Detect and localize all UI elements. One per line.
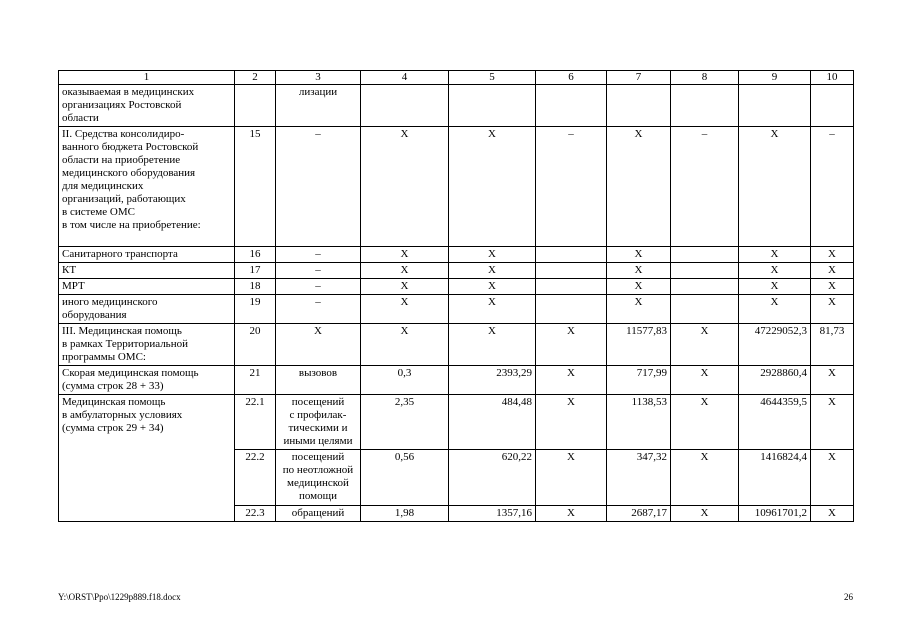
- table-cell: 347,32: [607, 450, 671, 506]
- table-cell: лизации: [276, 85, 361, 127]
- table-cell: Х: [811, 295, 854, 324]
- table-row: [59, 127, 854, 247]
- table-cell: 2687,17: [607, 506, 671, 522]
- table-cell: 620,22: [449, 450, 536, 506]
- table-cell: Х: [449, 295, 536, 324]
- budget-table: [58, 70, 854, 522]
- table-cell: Х: [536, 506, 607, 522]
- table-cell: обращений: [276, 506, 361, 522]
- table-cell: вызовов: [276, 366, 361, 395]
- table-cell: Х: [449, 324, 536, 366]
- table-cell: 717,99: [607, 366, 671, 395]
- table-cell: 16: [235, 247, 276, 263]
- table-row: [59, 366, 854, 395]
- table-cell: 2,35: [361, 395, 449, 450]
- table-cell: 1,98: [361, 506, 449, 522]
- table-cell: 18: [235, 279, 276, 295]
- table-cell: –: [671, 127, 739, 247]
- header-cell: 7: [607, 71, 671, 85]
- table-cell: Х: [536, 324, 607, 366]
- table-cell: 20: [235, 324, 276, 366]
- table-cell: [671, 295, 739, 324]
- table-cell: Х: [671, 395, 739, 450]
- table-cell: [361, 85, 449, 127]
- table-cell: 10961701,2: [739, 506, 811, 522]
- table-cell: Х: [739, 279, 811, 295]
- row-label: Санитарного транспорта: [59, 247, 235, 263]
- table-cell: 11577,83: [607, 324, 671, 366]
- row-label: Медицинская помощь в амбулаторных условиях (сумма строк 29 + 34): [59, 395, 235, 522]
- table-cell: 1416824,4: [739, 450, 811, 506]
- table-cell: Х: [361, 295, 449, 324]
- table-cell: 484,48: [449, 395, 536, 450]
- row-label: КТ: [59, 263, 235, 279]
- table-row: [59, 395, 854, 450]
- table-cell: 17: [235, 263, 276, 279]
- table-cell: Х: [361, 247, 449, 263]
- table-cell: Х: [739, 247, 811, 263]
- table-cell: Х: [671, 324, 739, 366]
- header-cell: 4: [361, 71, 449, 85]
- page-number: 26: [844, 592, 853, 602]
- row-label: иного медицинского оборудования: [59, 295, 235, 324]
- header-cell: 8: [671, 71, 739, 85]
- row-label: оказываемая в медицинских организациях Ростовской области: [59, 85, 235, 127]
- table-cell: Х: [811, 450, 854, 506]
- table-cell: Х: [811, 247, 854, 263]
- table-cell: 4644359,5: [739, 395, 811, 450]
- table-cell: –: [536, 127, 607, 247]
- table-cell: –: [276, 127, 361, 247]
- table-cell: Х: [607, 247, 671, 263]
- table-cell: Х: [739, 263, 811, 279]
- table-cell: Х: [811, 506, 854, 522]
- table-cell: [671, 85, 739, 127]
- table-cell: –: [276, 247, 361, 263]
- table-cell: Х: [607, 263, 671, 279]
- table-cell: 47229052,3: [739, 324, 811, 366]
- table-cell: [811, 85, 854, 127]
- table-cell: 19: [235, 295, 276, 324]
- table-cell: Х: [449, 247, 536, 263]
- row-label: Скорая медицинская помощь (сумма строк 28 + 33): [59, 366, 235, 395]
- table-cell: –: [276, 279, 361, 295]
- table-row: [59, 247, 854, 263]
- table-cell: Х: [811, 366, 854, 395]
- row-label: МРТ: [59, 279, 235, 295]
- table-cell: [536, 247, 607, 263]
- table-cell: 0,3: [361, 366, 449, 395]
- table-cell: [536, 85, 607, 127]
- table-cell: Х: [607, 295, 671, 324]
- table-cell: Х: [361, 263, 449, 279]
- table-cell: Х: [811, 263, 854, 279]
- table-row: [59, 279, 854, 295]
- table-cell: [235, 85, 276, 127]
- table-cell: 1357,16: [449, 506, 536, 522]
- table-cell: –: [811, 127, 854, 247]
- table-cell: Х: [739, 295, 811, 324]
- table-cell: [536, 263, 607, 279]
- table-cell: Х: [607, 279, 671, 295]
- table-cell: посещений с профилак- тическими и иными целями: [276, 395, 361, 450]
- table-cell: [449, 85, 536, 127]
- table-cell: –: [276, 295, 361, 324]
- table-cell: Х: [739, 127, 811, 247]
- table-cell: 2928860,4: [739, 366, 811, 395]
- table-cell: [536, 279, 607, 295]
- table-row: [59, 324, 854, 366]
- table-cell: Х: [811, 279, 854, 295]
- table-row: [59, 263, 854, 279]
- table-cell: [671, 279, 739, 295]
- header-cell: 10: [811, 71, 854, 85]
- table-cell: Х: [536, 395, 607, 450]
- table-cell: Х: [449, 127, 536, 247]
- header-row: [59, 71, 854, 85]
- table-cell: [536, 295, 607, 324]
- table-cell: [671, 263, 739, 279]
- table-cell: Х: [671, 506, 739, 522]
- table-cell: 21: [235, 366, 276, 395]
- table-cell: Х: [536, 366, 607, 395]
- table-cell: Х: [276, 324, 361, 366]
- table-cell: Х: [811, 395, 854, 450]
- table-cell: 22.3: [235, 506, 276, 522]
- table-cell: 22.2: [235, 450, 276, 506]
- header-cell: 9: [739, 71, 811, 85]
- row-label: III. Медицинская помощь в рамках Территориальной программы ОМС:: [59, 324, 235, 366]
- table-cell: Х: [671, 450, 739, 506]
- table-cell: Х: [361, 127, 449, 247]
- header-cell: 1: [59, 71, 235, 85]
- table-cell: Х: [449, 279, 536, 295]
- table-cell: [739, 85, 811, 127]
- header-cell: 5: [449, 71, 536, 85]
- table-cell: 0,56: [361, 450, 449, 506]
- table-cell: [607, 85, 671, 127]
- table-row: [59, 85, 854, 127]
- table-cell: 2393,29: [449, 366, 536, 395]
- table-cell: Х: [671, 366, 739, 395]
- table-cell: –: [276, 263, 361, 279]
- table-cell: Х: [449, 263, 536, 279]
- table-row: [59, 295, 854, 324]
- table-cell: Х: [607, 127, 671, 247]
- table-cell: 22.1: [235, 395, 276, 450]
- header-cell: 2: [235, 71, 276, 85]
- row-label: II. Средства консолидиро- ванного бюджета Ростовской области на приобретение медицинского оборудования для медицинских организаций, работающих в системе ОМС в том числе на приобретение:: [59, 127, 235, 247]
- table-cell: 15: [235, 127, 276, 247]
- file-path: Y:\ORST\Ppo\1229p889.f18.docx: [58, 592, 181, 602]
- table-cell: Х: [361, 279, 449, 295]
- table-cell: [671, 247, 739, 263]
- table-cell: Х: [361, 324, 449, 366]
- table-cell: посещений по неотложной медицинской помощи: [276, 450, 361, 506]
- header-cell: 3: [276, 71, 361, 85]
- table-cell: Х: [536, 450, 607, 506]
- table-cell: 1138,53: [607, 395, 671, 450]
- table-cell: 81,73: [811, 324, 854, 366]
- header-cell: 6: [536, 71, 607, 85]
